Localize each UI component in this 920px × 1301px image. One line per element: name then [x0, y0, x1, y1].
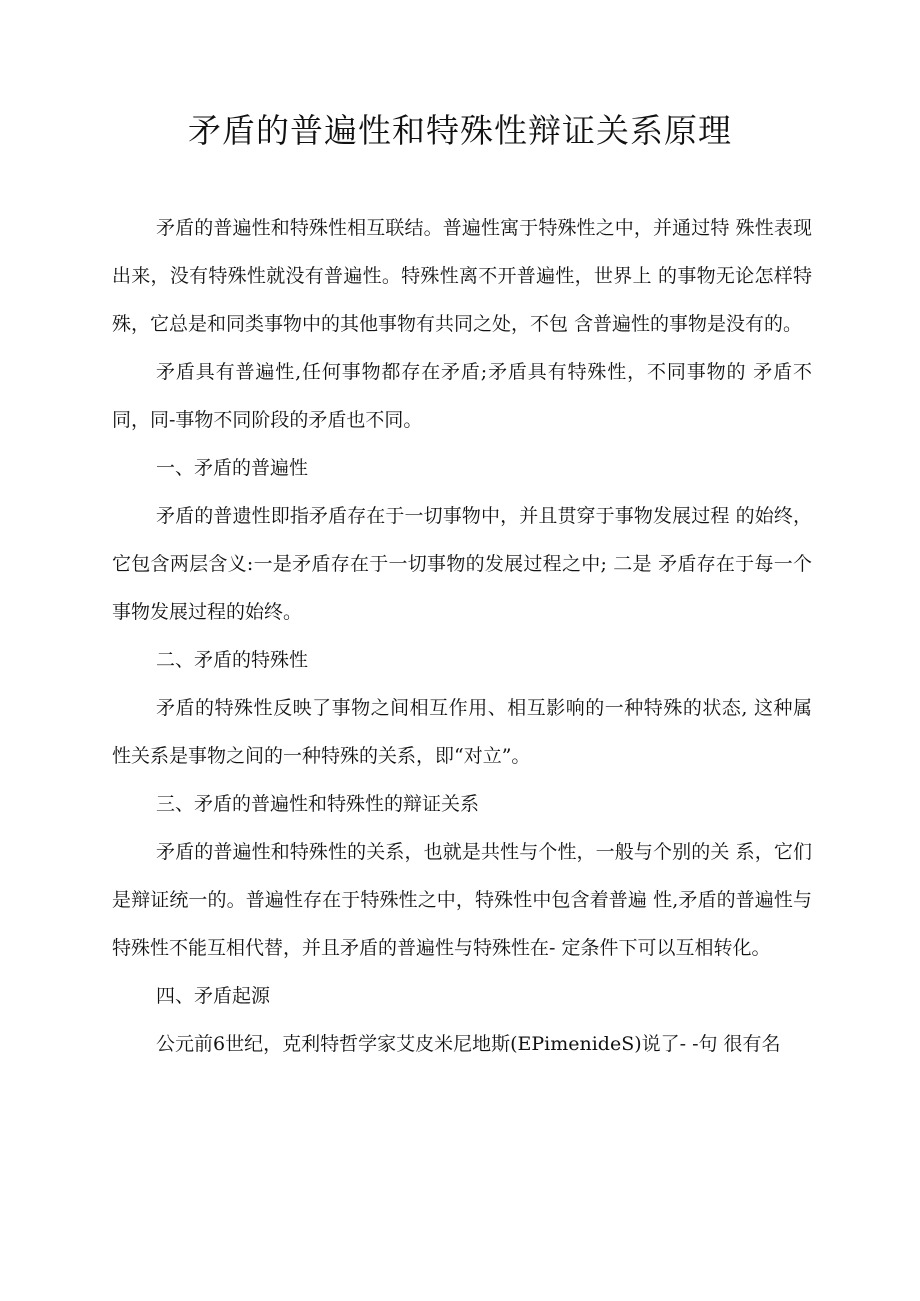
paragraph-dialectical-relation: 矛盾的普遍性和特殊性的关系，也就是共性与个性，一般与个别的关 系，它们是辩证统一的。普遍性存在于特殊性之中，特殊性中包含着普遍 性,矛盾的普遍性与特殊性不能互相代替，并且矛盾的普遍性与特殊性在- 定条件下可以互相转化。 — [112, 841, 812, 959]
paragraph-summary: 矛盾具有普遍性,任何事物都存在矛盾;矛盾具有特殊性，不同事物的 矛盾不同，同-事物不同阶段的矛盾也不同。 — [112, 361, 812, 431]
paragraph-origin: 公元前6世纪，克利特哲学家艾皮米尼地斯(EPimenideS)说了- -句 很有名 — [156, 1033, 781, 1055]
document-body — [112, 204, 812, 1068]
heading-origin: 四、矛盾起源 — [156, 985, 271, 1007]
paragraph-particularity: 矛盾的特殊性反映了事物之间相互作用、相互影响的一种特殊的状态, 这种属性关系是事物之间的一种特殊的关系，即“对立”。 — [112, 697, 812, 767]
document-title: 矛盾的普遍性和特殊性辩证关系原理 — [188, 111, 732, 150]
paragraph-intro: 矛盾的普遍性和特殊性相互联结。普遍性寓于特殊性之中，并通过特 殊性表现出来，没有特殊性就没有普遍性。特殊性离不开普遍性，世界上 的事物无论怎样特殊，它总是和同类事物中的其他事物有共同之处，不包 含普遍性的事物是没有的。 — [112, 217, 812, 335]
heading-dialectical-relation: 三、矛盾的普遍性和特殊性的辩证关系 — [156, 793, 480, 815]
heading-particularity: 二、矛盾的特殊性 — [156, 649, 309, 671]
heading-universality: 一、矛盾的普遍性 — [156, 457, 309, 479]
paragraph-universality: 矛盾的普遗性即指矛盾存在于一切事物中，并且贯穿于事物发展过程 的始终，它包含两层含义:一是矛盾存在于一切事物的发展过程之中; 二是 矛盾存在于每一个事物发展过程的始终。 — [112, 505, 812, 623]
